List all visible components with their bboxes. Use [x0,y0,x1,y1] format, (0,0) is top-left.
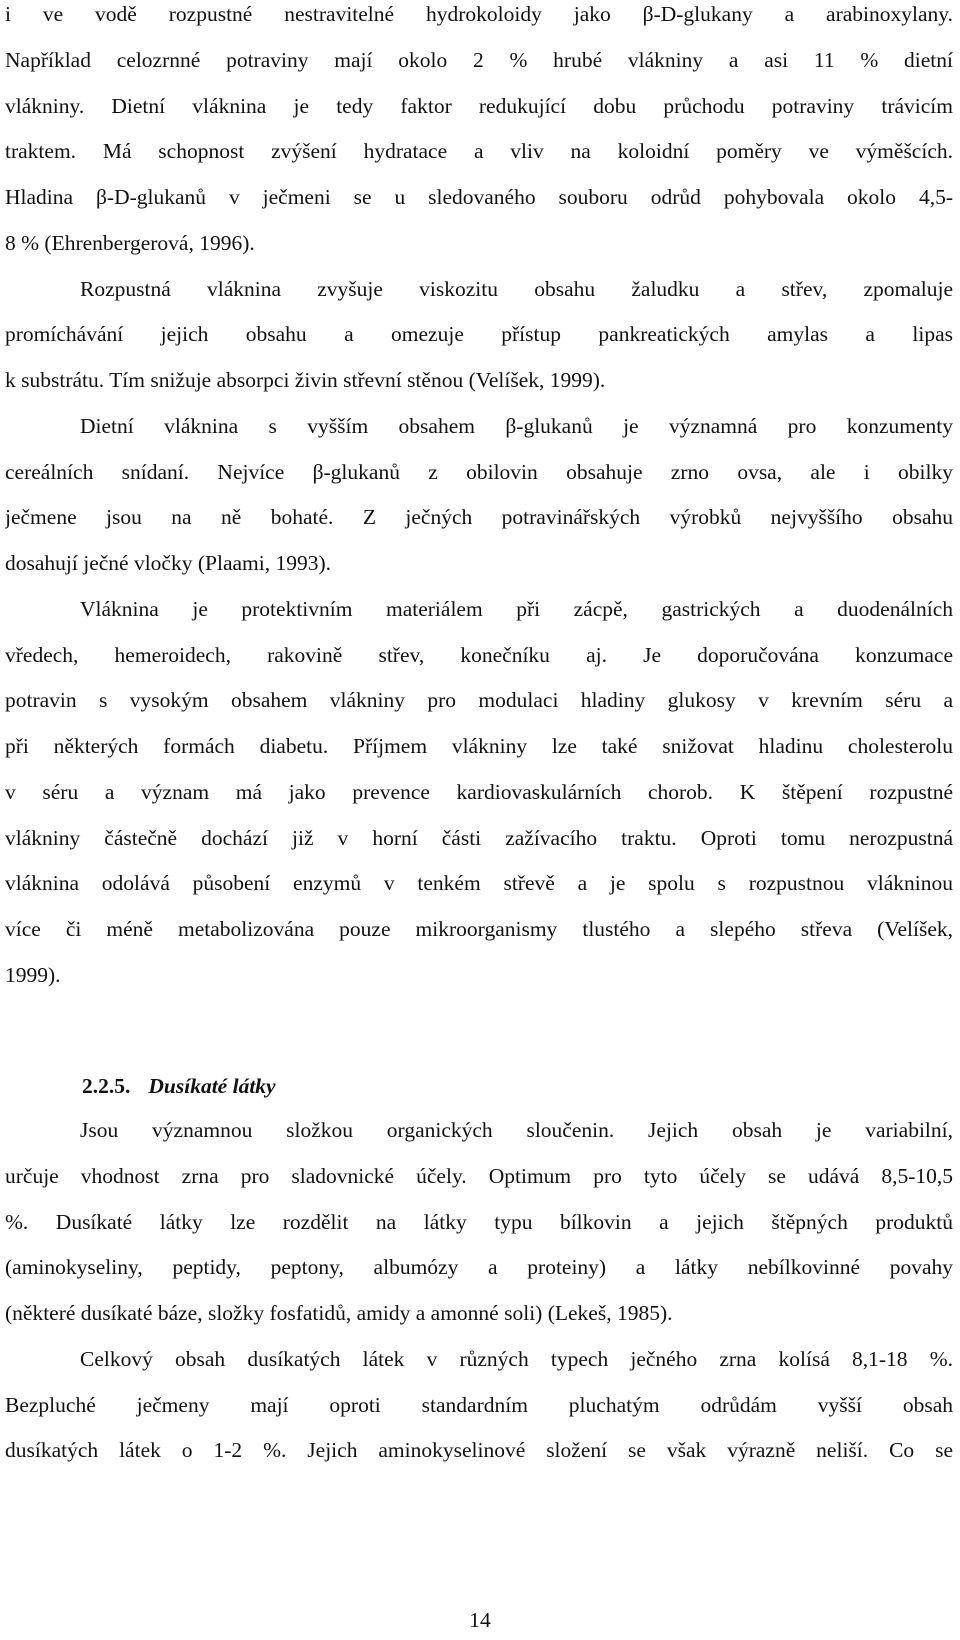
text-line: vředech, hemeroidech, rakovině střev, konečníku aj. Je doporučována konzumace [5,642,953,667]
text-block-nitrogen-substances [5,1116,953,1482]
text-line: potravin s vysokým obsahem vlákniny pro modulaci hladiny glukosy v krevním séru a [5,688,953,713]
text-line: promíchávání jejich obsahu a omezuje přístup pankreatických amylas a lipas [5,322,953,347]
section-title: Dusíkaté látky [148,1074,276,1098]
text-line: Bezpluché ječmeny mají oproti standardním pluchatým odrůdám vyšší obsah [5,1392,953,1417]
text-line: dosahují ječné vločky (Plaami, 1993). [5,551,332,575]
text-block-dietary-fiber [5,0,953,1007]
text-line: %. Dusíkaté látky lze rozdělit na látky typu bílkovin a jejich štěpných produktů [5,1209,953,1234]
text-line: (některé dusíkaté báze, složky fosfatidů, amidy a amonné soli) (Lekeš, 1985). [5,1301,673,1325]
text-line: více či méně metabolizována pouze mikroorganismy tlustého a slepého střeva (Velíšek, [5,917,953,941]
text-line: i ve vodě rozpustné nestravitelné hydrokoloidy jako β-D-glukany a arabinoxylany. [5,2,953,26]
text-line: Dietní vláknina s vyšším obsahem β-glukanů je významná pro konzumenty [80,413,953,438]
text-line: ječmene jsou na ně bohaté. Z ječných potravinářských výrobků nejvyššího obsahu [5,505,953,530]
text-line: Celkový obsah dusíkatých látek v různých typech ječného zrna kolísá 8,1-18 %. [80,1346,953,1371]
text-line: dusíkatých látek o 1-2 %. Jejich aminokyselinové složení se však výrazně neliší. Co se [5,1438,953,1463]
text-line: v séru a význam má jako prevence kardiovaskulárních chorob. K štěpení rozpustné [5,779,953,804]
text-line: (aminokyseliny, peptidy, peptony, albumózy a proteiny) a látky nebílkovinné povahy [5,1255,953,1280]
text-line: Rozpustná vláknina zvyšuje viskozitu obsahu žaludku a střev, zpomaluje [80,276,953,301]
text-line: Hladina β-D-glukanů v ječmeni se u sledovaného souboru odrůd pohybovala okolo 4,5- [5,185,953,209]
section-number: 2.2.5. [82,1074,131,1098]
text-line: určuje vhodnost zrna pro sladovnické účely. Optimum pro tyto účely se udává 8,5-10,5 [5,1163,953,1188]
text-line: k substrátu. Tím snižuje absorpci živin střevní stěnou (Velíšek, 1999). [5,368,606,392]
section-heading [82,1072,276,1100]
text-line: vláknina odolává působení enzymů v tenkém střevě a je spolu s rozpustnou vlákninou [5,871,953,896]
text-line: při některých formách diabetu. Příjmem vlákniny lze také snižovat hladinu cholesterolu [5,734,953,758]
text-line: Vláknina je protektivním materiálem při zácpě, gastrických a duodenálních [80,596,953,621]
text-line: traktem. Má schopnost zvýšení hydratace a vliv na koloidní poměry ve výměšcích. [5,139,953,164]
text-line: vlákniny částečně dochází již v horní části zažívacího traktu. Oproti tomu nerozpustná [5,825,953,850]
text-line: 1999). [5,962,61,987]
text-line: Například celozrnné potraviny mají okolo 2 % hrubé vlákniny a asi 11 % dietní [5,47,953,72]
text-line: cereálních snídaní. Nejvíce β-glukanů z obilovin obsahuje zrno ovsa, ale i obilky [5,459,953,484]
page-number: 14 [469,1608,491,1632]
text-line: vlákniny. Dietní vláknina je tedy faktor redukující dobu průchodu potraviny trávicím [5,93,953,118]
text-line: Jsou významnou složkou organických sloučenin. Jejich obsah je variabilní, [80,1118,953,1142]
text-line: 8 % (Ehrenbergerová, 1996). [5,230,255,255]
